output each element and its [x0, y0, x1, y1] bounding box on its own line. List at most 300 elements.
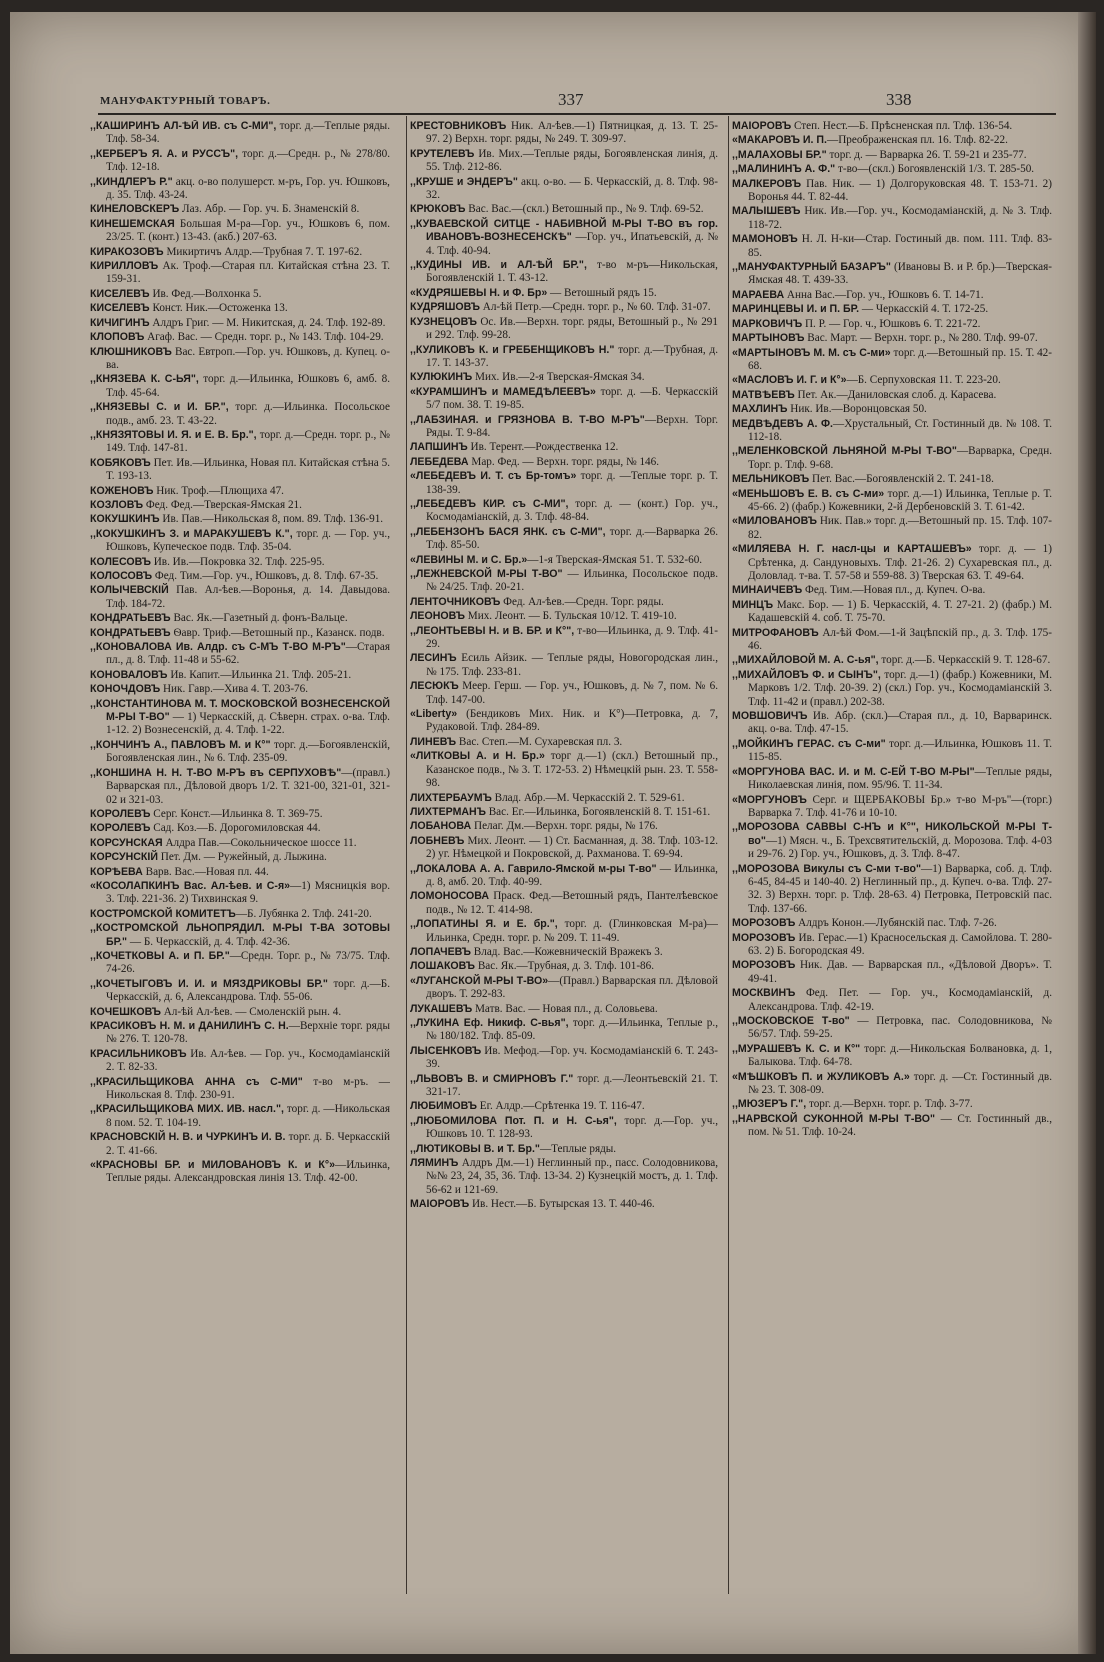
entry-name: ,,МАЛИНИНЪ А. Ф." [732, 163, 836, 176]
entry-details: (Ивановы В. и Р. бр.)—Тверская-Ямская 48. Т. 439-33. [748, 261, 1052, 287]
directory-entry [90, 556, 390, 569]
entry-details: Ник. Ал-ѣев.—1) Пятницкая, д. 13. Т. 25-97. 2) Верхн. торг. ряды, № 249. Т. 309-97. [426, 120, 718, 146]
entry-details: Н. Л. Н-ки—Стар. Гостиный дв. пом. 111. Тлф. 83-85. [748, 233, 1052, 259]
directory-entry [410, 120, 718, 147]
entry-name: КОРОЛЕВЪ [90, 807, 151, 820]
entry-details: т-во м-ръ. —Никольская 8. Тлф. 230-91. [106, 1075, 390, 1102]
entry-details: т-во—Ильинка, д. 9. Тлф. 41-29. [426, 624, 718, 651]
entry-name: МЕДВѢДЕВЪ А. Ф. [732, 417, 833, 430]
entry-name: ,,КОЧЕТЫГОВЪ И. И. и МЯЗДРИКОВЫ БР." [90, 977, 328, 990]
entry-details: Ив. Абр. (скл.)—Старая пл., д. 10, Варваринск. акц. о-ва. Тлф. 47-15. [748, 710, 1052, 736]
directory-entry [732, 917, 1052, 930]
entry-details: Влад. Вас.—Кожевническій Вражекъ 3. [470, 945, 663, 958]
entry-name: КИРАКОЗОВЪ [90, 245, 164, 258]
entry-details: —Преображенская пл. 16. Тлф. 82-22. [827, 134, 1008, 147]
directory-entry [410, 736, 718, 749]
directory-entry [732, 445, 1052, 472]
page-header [10, 12, 1096, 112]
entry-name: ,,КРУШЕ и ЭНДЕРЪ" [410, 175, 518, 188]
entry-name: ,,ЛОПАТИНЫ Я. и Е. бр.", [410, 918, 558, 931]
directory-entry [732, 1098, 1052, 1111]
entry-details: торг. д. — Гор. уч., Юшковъ, Купеческое подв. Тлф. 35-04. [106, 527, 390, 554]
directory-entry [410, 820, 718, 833]
entry-details: торг. д.—1) Ильинка, Теплые р. Т. 45-66. 2) (фабр.) Кожевники, 2-й Дербеновскій 3. Т. 61-42. [748, 487, 1052, 513]
directory-entry [732, 654, 1052, 667]
entry-name: «ЛУГАНСКОЙ М-РЫ Т-ВО» [410, 974, 549, 987]
entry-details: Пет. Ак.—Даниловская слоб. д. Карасева. [794, 388, 997, 401]
entry-details: Ник. Троф.—Плющиха 47. [153, 484, 284, 497]
entry-name: КОЛЫЧЕВСКІЙ [90, 584, 169, 597]
directory-entry [90, 246, 390, 259]
entry-details: —1) Мясн. ч., Б. Трехсвятительскій, д. Морозова. Тлф. 4-03 и 29-76. 2) Гор. уч., Юшковъ, д. 3. Тлф. 8-47. [748, 834, 1052, 861]
directory-entry [90, 513, 390, 526]
directory-entry [90, 499, 390, 512]
entry-name: ЛОШАКОВЪ [410, 960, 476, 973]
entry-name: ЛЕБЕДЕВА [410, 455, 469, 468]
directory-entry [410, 414, 718, 441]
entry-details: Ив. Терент.—Рождественка 12. [467, 441, 619, 454]
entry-name: ,,МОРОЗОВА САВВЫ С-НЪ и К°", НИКОЛЬСКОЙ М-РЫ Т-во" [732, 821, 1052, 847]
directory-entry [410, 301, 718, 314]
directory-entry [732, 794, 1052, 821]
entry-details: —Теплые ряды. [539, 1142, 617, 1155]
directory-entry [732, 488, 1052, 515]
directory-entry [410, 750, 718, 790]
directory-entry [732, 543, 1052, 583]
entry-details: Конст. Ник.—Остоженка 13. [149, 302, 288, 315]
entry-details: Ник. Гавр.—Хива 4. Т. 203-76. [160, 683, 309, 696]
entry-name: ,,ЛЕЖНЕВСКОЙ М-РЫ Т-ВО" [410, 568, 563, 580]
directory-entry [90, 627, 390, 640]
directory-entry [410, 1198, 718, 1211]
directory-entry [732, 1071, 1052, 1098]
entry-name: «КУДРЯШЕВЫ Н. и Ф. Бр» [410, 286, 548, 299]
entry-details: торг. д. — Варварка 26. Т. 59-21 и 235-77. [826, 148, 1027, 161]
entry-name: ,,МЮЗЕРЪ Г.", [732, 1098, 807, 1111]
directory-entry [90, 401, 390, 428]
entry-name: МАРКОВИЧЪ [732, 317, 803, 330]
entry-name: МОСКВИНЪ [732, 987, 796, 1000]
directory-entry [90, 317, 390, 330]
entry-details: — Ильинка, д. 8, амб. 20. Тлф. 40-99. [426, 862, 718, 888]
entry-details: Фед. Фед.—Тверская-Ямская 21. [143, 498, 302, 511]
entry-details: — Ветошный рядъ 15. [547, 286, 657, 299]
directory-entry [90, 1006, 390, 1019]
directory-entry [732, 347, 1052, 374]
entry-details: —Б. Лубянка 2. Тлф. 241-20. [235, 907, 372, 920]
entry-details: Алдръ Конон.—Лубянскій пас. Тлф. 7-26. [795, 917, 997, 930]
entry-details: торг. д.—Б. Черкасскій 9. Т. 128-67. [878, 654, 1051, 667]
entry-name: МИНАИЧЕВЪ [732, 584, 803, 597]
directory-entry [90, 528, 390, 555]
directory-entry [90, 739, 390, 766]
entry-name: КОРСУНСКАЯ [90, 836, 163, 849]
entry-name: «МОРГУНОВА ВАС. И. и М. С-ЕЙ Т-ВО М-РЫ" [732, 765, 975, 778]
directory-entry [732, 134, 1052, 147]
directory-entry [410, 625, 718, 652]
directory-entry [410, 386, 718, 413]
directory-entry [732, 1015, 1052, 1042]
entry-details: торг. д.—Ильинка, Теплые р., № 180/182. Тлф. 85-09. [426, 1017, 718, 1043]
entry-name: ЛЫСЕНКОВЪ [410, 1044, 482, 1057]
directory-entry [732, 374, 1052, 387]
directory-entry [90, 822, 390, 835]
entry-name: МАРАЕВА [732, 288, 785, 301]
entry-name: «МАРТЫНОВЪ М. М. съ С-ми» [732, 346, 891, 359]
entry-name: ,,КОКУШКИНЪ З. и МАРАКУШЕВЪ К.", [90, 527, 293, 540]
directory-entry [410, 1100, 718, 1113]
entry-details: — Петровка, пас. Солодовникова, № 56/57. Тлф. 59-25. [748, 1015, 1052, 1041]
entry-details: торг. д.—Никольская Болвановка, д. 1, Балыкова. Тлф. 64-78. [748, 1042, 1052, 1069]
entry-name: ,,ЛЕБЕДЕВЪ КИР. съ С-МИ", [410, 497, 569, 510]
entry-details: —Верхніе торг. ряды № 276. Т. 120-78. [106, 1020, 390, 1046]
directory-entry [90, 808, 390, 821]
entry-name: «ЛЕВИНЫ М. и С. Бр.» [410, 553, 528, 566]
entry-name: ,,КОСТРОМСКОЙ ЛЬНОПРЯДИЛ. М-РЫ Т-ВА ЗОТОВЫ БР." [90, 922, 390, 948]
book-page [10, 12, 1096, 1654]
directory-entry [732, 959, 1052, 986]
directory-entry [90, 698, 390, 738]
entry-name: МАРИНЦЕВЫ И. и П. БР. [732, 303, 860, 316]
directory-entry [732, 178, 1052, 205]
entry-details: Фед. Тим.—Гор. уч., Юшковъ, д. 8. Тлф. 67-35. [152, 570, 379, 582]
entry-details: Вас. Вас.—(скл.) Ветошный пр., № 9. Тлф. 69-52. [465, 203, 704, 216]
entry-details: Пав. Ник. — 1) Долгоруковская 48. Т. 153-71. 2) Воронья 44. Т. 82-44. [748, 177, 1052, 204]
entry-name: «МИЛЯЕВА Н. Г. насл-цы и КАРТАШЕВЪ» [732, 543, 972, 556]
entry-details: Есиль Айзик. — Теплые ряды, Новогородская лин., № 175. Тлф. 233-81. [426, 652, 718, 678]
directory-entry [90, 346, 390, 373]
directory-entry [90, 866, 390, 879]
entry-name: ,,КОНЧИНЪ А., ПАВЛОВЪ М. и К°" [90, 738, 271, 751]
entry-details: торг. д. —Теплые торг. р. Т. 138-39. [426, 470, 718, 496]
entry-details: Серг. и ЩЕРБАКОВЫ Бр.» т-во М-ръ"—(торг.) Варварка 7. Тлф. 41-76 и 10-10. [748, 793, 1052, 819]
entry-details: —Хрустальный, Ст. Гостинный дв. № 108. Т. 112-18. [748, 417, 1052, 443]
entry-details: Ив. Мефод.—Гор. уч. Космодаміанскій 6. Т. 243-39. [426, 1044, 718, 1071]
entry-details: Степ. Нест.—Б. Прѣсненская пл. Тлф. 136-54. [791, 120, 1013, 132]
entry-details: торг. д.—Б. Черкасскій, д. 6, Александрова. Тлф. 55-06. [106, 977, 390, 1004]
entry-name: ,,МУРАШЕВЪ К. С. и К°" [732, 1042, 861, 1055]
entry-name: ,,МАНУФАКТУРНЫЙ БАЗАРЪ" [732, 261, 891, 274]
entry-details: Ал-ѣй Петр.—Средн. торг. р., № 60. Тлф. 31-07. [479, 301, 711, 314]
entry-details: Серг. Конст.—Ильинка 8. Т. 369-75. [150, 807, 323, 820]
entry-details: (Бендиковъ Мих. Ник. и К°)—Петровка, д. 7, Рудаковой. Тлф. 284-89. [426, 708, 718, 734]
directory-entry [410, 890, 718, 917]
entry-name: ,,НАРВСКОЙ СУКОННОЙ М-РЫ Т-ВО" [732, 1112, 936, 1125]
entry-name: ,,ЛЮТИКОВЫ В. и Т. Бр." [410, 1142, 540, 1155]
entry-details: П. Р. — Гор. ч., Юшковъ 6. Т. 221-72. [802, 317, 981, 330]
directory-entry [410, 708, 718, 735]
entry-name: ЛОБНЕВЪ [410, 834, 465, 847]
directory-entry [732, 932, 1052, 959]
entry-details: Микиртичъ Алдр.—Трубная 7. Т. 197-62. [163, 245, 363, 258]
entry-name: ЛЯМИНЪ [410, 1157, 459, 1170]
entry-name: «МАСЛОВЪ И. Г. и К°» [732, 374, 847, 387]
entry-name: «КУРАМШИНЪ и МАМЕДѢЛЕЕВЪ» [410, 385, 596, 398]
entry-details: Фед. Тим.—Новая пл., д. Купеч. О-ва. [802, 584, 986, 597]
directory-entry [410, 652, 718, 679]
entry-details: торг. д.—Верхн. торг. р. Тлф. 3-77. [806, 1098, 973, 1111]
entry-details: Вас. Евтроп.—Гор. уч. Юшковъ, д. Купец. о-ва. [106, 345, 390, 371]
entry-name: ,,ЛЬВОВЪ В. и СМИРНОВЪ Г." [410, 1072, 574, 1085]
entry-name: ,,МОРОЗОВА Викулы съ С-ми т-во" [732, 862, 922, 875]
entry-name: «МЕНЬШОВЪ Е. В. съ С-ми» [732, 487, 885, 500]
entry-name: МИНЦЪ [732, 598, 774, 611]
directory-entry [732, 418, 1052, 445]
entry-name: КРЕСТОВНИКОВЪ [410, 120, 507, 132]
directory-entry [732, 821, 1052, 861]
entry-name: ЛИХТЕРМАНЪ [410, 805, 486, 818]
entry-details: —Варварка, Средн. Торг. р. Тлф. 9-68. [748, 445, 1052, 471]
entry-name: МИТРОФАНОВЪ [732, 626, 819, 639]
entry-details: Алдръ Григ. — М. Никитская, д. 24. Тлф. 192-89. [149, 316, 386, 329]
entry-details: Ѳавр. Триф.—Ветошный пр., Казанск. подв. [170, 626, 385, 639]
directory-entry [732, 403, 1052, 416]
entry-details: торг. д.—1) (фабр.) Кожевники, М. Марковъ 1/2. Тлф. 20-39. 2) (скл.) Гор. уч., Космодаміанскій 3. Тлф. 11-42 и (правл.) 202-38. [748, 668, 1052, 708]
directory-entry [90, 373, 390, 400]
entry-details: торг. д.—Ильинка, Юшковъ 6, амб. 8. Тлф. 45-64. [106, 373, 390, 399]
entry-name: КОНДРАТЬЕВЪ [90, 626, 171, 639]
entry-name: МОРОЗОВЪ [732, 959, 796, 972]
entry-details: акц. о-во полушерст. м-ръ, Гор. уч. Юшковъ, д. 35. Тлф. 43-24. [106, 175, 390, 202]
directory-entry [732, 120, 1052, 133]
book-spine [1078, 12, 1096, 1654]
entry-details: торг. д.—Ильинка. Посольское подв., амб. 23. Т. 43-22. [106, 401, 390, 427]
directory-entry [410, 792, 718, 805]
entry-details: Сад. Коз.—Б. Дорогомиловская 44. [150, 822, 321, 835]
entry-details: Ив. Ив.—Покровка 32. Тлф. 225-95. [150, 555, 325, 568]
entry-name: ,,КУВАЕВСКОЙ СИТЦЕ - НАБИВНОЙ М-РЫ Т-ВО въ гор. ИВАНОВЪ-ВОЗНЕСЕНСКѢ" [410, 217, 718, 244]
entry-name: КИЧИГИНЪ [90, 316, 150, 329]
directory-entry [410, 960, 718, 973]
directory-entry [410, 835, 718, 862]
entry-name: МАТВѢЕВЪ [732, 388, 795, 401]
directory-entry [410, 316, 718, 343]
entry-name: ,,МОСКОВСКОЕ Т-во" [732, 1015, 850, 1027]
entry-name: КОБЯКОВЪ [90, 456, 151, 469]
directory-entry [90, 331, 390, 344]
entry-name: ,,МИХАЙЛОВОЙ М. А. С-ья", [732, 654, 879, 667]
entry-details: Ос. Ив.—Верхн. торг. ряды, Ветошный р., № 291 и 292. Тлф. 99-28. [426, 315, 718, 342]
directory-entry [90, 851, 390, 864]
directory-entry [90, 457, 390, 484]
entry-name: КОЛЕСОВЪ [90, 555, 151, 568]
entry-details: Пет. Вас.—Богоявленскій 2. Т. 241-18. [809, 473, 994, 486]
directory-entry [410, 344, 718, 371]
entry-details: Анна Вас.—Гор. уч., Юшковъ 6. Т. 14-71. [784, 288, 984, 301]
entry-name: МАЛЫШЕВЪ [732, 205, 801, 218]
directory-entry [90, 767, 390, 807]
header-rule [98, 113, 1056, 115]
entry-details: Ник. Ив.—Гор. уч., Космодаміанскій, д. № 3. Тлф. 118-72. [748, 205, 1052, 231]
entry-details: торг. д. — 1) Срѣтенка, д. Сандуновыхъ. Тлф. 21-26. 2) Сухаревская пл., д. Доловлад. т-ва. Т. 57-58 и 559-88. 3) Тверская 63. Т. 49-64. [748, 543, 1052, 582]
entry-details: торг. д.—Гор. уч., Юшковъ 10. Т. 128-93. [426, 1114, 718, 1141]
directory-entry [410, 1115, 718, 1142]
entry-name: «МИЛОВАНОВЪ [732, 515, 818, 528]
entry-name: КИРИЛЛОВЪ [90, 260, 159, 273]
entry-name: ,,КРАСИЛЬЩИКОВА АННА съ С-МИ" [90, 1075, 303, 1088]
directory-entry [90, 1020, 390, 1047]
directory-entry [410, 470, 718, 497]
entry-name: ЛЮБИМОВЪ [410, 1100, 477, 1113]
running-title: МАНУФАКТУРНЫЙ ТОВАРЪ. [100, 95, 271, 107]
entry-details: Ив. Мих.—Теплые ряды, Богоявленская линія, д. 55. Тлф. 212-86. [426, 147, 718, 174]
directory-entry [90, 288, 390, 301]
entry-name: КИНЕЛОВСКЕРЪ [90, 203, 180, 216]
directory-entry [90, 612, 390, 625]
directory-entry [90, 485, 390, 498]
entry-name: ,,КУЛИКОВЪ К. и ГРЕБЕНЩИКОВЪ Н." [410, 343, 615, 356]
directory-entry [410, 680, 718, 707]
directory-entry [90, 669, 390, 682]
entry-details: Вас. Март. — Верхн. торг. р., № 280. Тлф. 99-07. [804, 332, 1038, 345]
directory-entry [410, 1017, 718, 1044]
directory-entry [732, 473, 1052, 486]
entry-details: —1) Мясницкія вор. 3. Тлф. 221-36. 2) Тихвинская 9. [106, 879, 390, 906]
entry-details: —Ильинка, Теплые ряды. Александровская линія 13. Тлф. 42-00. [106, 1159, 390, 1185]
directory-entry [732, 987, 1052, 1014]
entry-name: КОНОЧДОВЪ [90, 683, 161, 696]
directory-column-3 [732, 120, 1052, 1604]
directory-entry [732, 332, 1052, 345]
page-number-left: 337 [558, 90, 584, 109]
entry-name: ,,КРАСИЛЬЩИКОВА МИХ. ИВ. насл.", [90, 1103, 284, 1116]
entry-name: ,,ЛАБЗИНАЯ. и ГРЯЗНОВА В. Т-ВО М-РЪ" [410, 413, 645, 426]
directory-entry [732, 149, 1052, 162]
entry-details: Мих. Ив.—2-я Тверская-Ямская 34. [472, 371, 645, 384]
column-separator [728, 116, 729, 1594]
entry-name: ЛИХТЕРБАУМЪ [410, 791, 492, 804]
entry-name: КРЮКОВЪ [410, 203, 466, 216]
directory-entry [90, 302, 390, 315]
entry-details: Ег. Алдр.—Срѣтенка 19. Т. 116-47. [477, 1100, 645, 1113]
entry-name: МОВШОВИЧЪ [732, 710, 808, 723]
directory-entry [410, 371, 718, 384]
entry-name: ,,ЛУКИНА Еф. Никиф. С-вья", [410, 1017, 569, 1029]
entry-name: «ЛЕБЕДЕВЪ И. Т. съ Бр-томъ» [410, 470, 577, 483]
directory-entry [410, 975, 718, 1002]
directory-entry [410, 259, 718, 286]
entry-name: «МѢШКОВЪ П. и ЖУЛИКОВЪ А.» [732, 1070, 910, 1083]
entry-details: — Ст. Гостинный дв., пом. № 51. Тлф. 10-24. [748, 1112, 1052, 1139]
directory-entry [732, 584, 1052, 597]
directory-entry [90, 1048, 390, 1075]
entry-name: МАХЛИНЪ [732, 403, 788, 416]
entry-name: ,,КОНСТАНТИНОВА М. Т. МОСКОВСКОЙ ВОЗНЕСЕНСКОЙ М-РЫ Т-ВО" [90, 697, 390, 724]
entry-name: «КРАСНОВЫ БР. и МИЛОВАНОВЪ К. и К°» [90, 1159, 336, 1172]
entry-details: Матв. Вас. — Новая пл., д. Соловьева. [472, 1002, 658, 1015]
directory-entry [90, 922, 390, 949]
entry-details: Влад. Абр.—М. Черкасскій 2. Т. 529-61. [491, 791, 685, 804]
entry-details: —1-я Тверская-Ямская 51. Т. 532-60. [527, 553, 703, 566]
entry-details: Алдра Пав.—Сокольническое шоссе 11. [162, 836, 357, 849]
entry-name: КУЗНЕЦОВЪ [410, 315, 477, 328]
entry-details: — Б. Черкасскій, д. 4. Тлф. 42-36. [127, 935, 291, 948]
directory-entry [732, 261, 1052, 288]
directory-entry [410, 148, 718, 175]
directory-entry [90, 1159, 390, 1186]
entry-name: КИСЕЛЕВЪ [90, 302, 150, 315]
directory-entry [410, 526, 718, 553]
entry-name: ЛАПШИНЪ [410, 441, 468, 454]
entry-name: «ЛИТКОВЫ А. и Н. Бр.» [410, 750, 545, 763]
entry-name: ,,МЕЛЕНКОВСКОЙ ЛЬНЯНОЙ М-РЫ Т-ВО" [732, 445, 957, 458]
directory-entry [732, 766, 1052, 793]
directory-entry [410, 456, 718, 469]
directory-entry [732, 515, 1052, 542]
entry-name: ЛЕОНОВЪ [410, 610, 465, 623]
directory-entry [410, 287, 718, 300]
entry-name: ,,КАШИРИНЪ АЛ-ѢЙ ИВ. съ С-МИ", [90, 120, 277, 132]
entry-details: Ак. Троф.—Старая пл. Китайская стѣна 23. Т. 159-31. [106, 260, 390, 286]
entry-name: КУЛЮКИНЪ [410, 371, 473, 384]
entry-name: «КОСОЛАПКИНЪ Вас. Ал-ѣев. и С-я» [90, 879, 291, 892]
directory-entry [732, 289, 1052, 302]
entry-details: —(правл.) Варварская пл., Дѣловой дворъ 1/2. Т. 321-00, 321-01, 321-02 и 321-03. [106, 766, 390, 806]
directory-entry [90, 837, 390, 850]
entry-details: акц. о-во. — Б. Черкасскій, д. 8. Тлф. 98-32. [426, 175, 718, 202]
directory-entry [732, 627, 1052, 654]
entry-name: МАРТЫНОВЪ [732, 332, 805, 345]
entry-details: торг. д.—Варварка 26. Тлф. 85-50. [426, 525, 718, 552]
directory-entry [410, 918, 718, 945]
entry-details: торг. д.—Леонтьевскій 21. Т. 321-17. [426, 1072, 718, 1099]
entry-details: торг. д.—Средн. торг. р., № 149. Тлф. 147-81. [106, 428, 390, 455]
directory-entry [410, 1143, 718, 1156]
entry-name: ,,ЛЕОНТЬЕВЫ Н. и В. БР. и К°", [410, 624, 575, 637]
entry-name: КРАСИКОВЪ Н. М. и ДАНИЛИНЪ С. Н. [90, 1020, 289, 1032]
entry-name: КОЖЕНОВЪ [90, 484, 154, 497]
entry-details: —Верхн. Торг. Ряды. Т. 9-84. [426, 413, 718, 439]
directory-entry [410, 176, 718, 203]
directory-entry [732, 163, 1052, 176]
directory-entry [732, 1043, 1052, 1070]
directory-entry [732, 318, 1052, 331]
entry-details: т-во—(скл.) Богоявленскій 1/3. Т. 285-50. [835, 163, 1035, 176]
entry-name: МАМОНОВЪ [732, 233, 798, 246]
entry-details: торг. д. (Глинковская М-ра)—Ильинка, Средн. торг. р. № 209. Т. 11-49. [426, 918, 718, 944]
entry-details: торг. д. —Никольская 8 пом. 52. Т. 104-19. [106, 1103, 390, 1129]
entry-details: Ник. Пав.» торг. д.—Ветошный пр. 15. Тлф. 107-82. [748, 515, 1052, 541]
entry-details: —(Правл.) Варварская пл. Дѣловой дворъ. Т. 292-83. [426, 974, 718, 1001]
directory-entry [410, 218, 718, 258]
entry-name: КРУТЕЛЕВЪ [410, 147, 475, 160]
entry-name: КОЗЛОВЪ [90, 498, 144, 511]
entry-details: Ал-ѣй Ал-ѣев. — Смоленскій рын. 4. [160, 1005, 342, 1018]
entry-name: ,,ЛОКАЛОВА А. А. Гаврило-Ямской м-ры Т-во" [410, 862, 657, 875]
entry-details: Мар. Фед. — Верхн. торг. ряды, № 146. [468, 455, 660, 468]
directory-entry [90, 978, 390, 1005]
entry-name: ,,ЛЕБЕНЗОНЪ БАСЯ ЯНК. съ С-МИ", [410, 525, 606, 538]
entry-details: торг. д.—Трубная, д. 17. Т. 143-37. [426, 343, 718, 369]
directory-entry [410, 203, 718, 216]
entry-name: МАЛКЕРОВЪ [732, 177, 802, 190]
entry-name: ,,МИХАЙЛОВЪ Ф. и СЫНЪ", [732, 668, 881, 681]
directory-entry [90, 148, 390, 175]
entry-name: ЛУКАШЕВЪ [410, 1002, 473, 1015]
directory-entry [732, 710, 1052, 737]
entry-details: — 1) Черкасскій, д. Сѣверн. страх. о-ва. Тлф. 1-12. 2) Вознесенскій, д. 4. Тлф. 1-22. [106, 711, 390, 737]
entry-details: —Гор. уч., Ипатьевскій, д. № 4. Тлф. 40-94. [426, 231, 718, 257]
entry-name: КРАСНОВСКІЙ Н. В. и ЧУРКИНЪ И. В. [90, 1131, 286, 1144]
directory-entry [732, 205, 1052, 232]
entry-name: ,,МОЙКИНЪ ГЕРАС. съ С-ми" [732, 737, 886, 750]
entry-details: торг. д.—Теплые ряды. Тлф. 58-34. [106, 120, 390, 146]
entry-name: КЛЮШНИКОВЪ [90, 345, 172, 358]
directory-entry [90, 570, 390, 583]
entry-name: ,,МАЛАХОВЫ БР." [732, 148, 827, 161]
entry-name: «МОРГУНОВЪ [732, 793, 807, 806]
entry-details: —Б. Серпуховская 11. Т. 223-20. [846, 374, 1001, 387]
